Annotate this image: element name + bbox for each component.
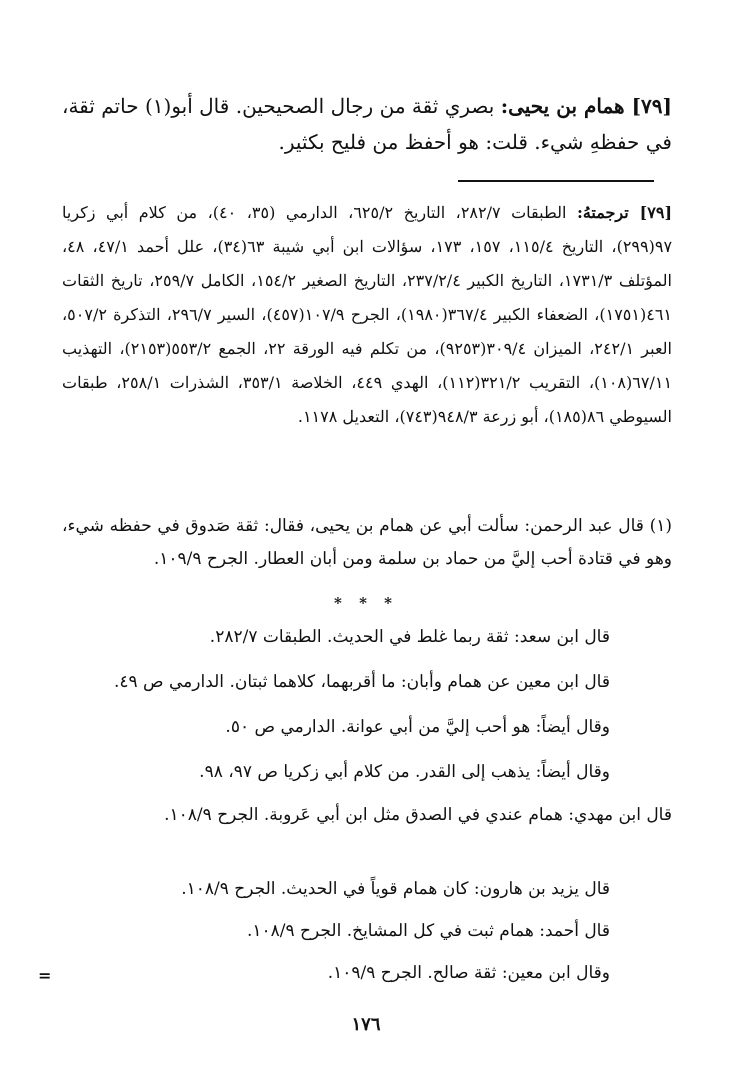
continuation-mark: = [38,966,52,985]
quote-ibn-maeen-2: وقال أيضاً: هو أحب إليَّ من أبي عوانة. الدارمي ص ٥٠. [225,717,610,737]
quote-ibn-maeen-4: وقال ابن معين: ثقة صالح. الجرح ١٠٩/٩. [327,963,610,983]
notes-divider [458,180,654,182]
quote-yazid: قال يزيد بن هارون: كان همام قوياً في الحديث. الجرح ١٠٨/٩. [181,879,610,899]
section-separator: * * * [334,594,398,612]
quote-ibn-maeen-1: قال ابن معين عن همام وأبان: ما أقربهما، كلاهما ثبتان. الدارمي ص ٤٩. [113,672,610,692]
biography-references [62,196,672,434]
quote-ibn-mahdi: قال ابن مهدي: همام عندي في الصدق مثل ابن أبي عَروبة. الجرح ١٠٨/٩. [164,805,672,825]
entry-text: بصري ثقة من رجال الصحيحين. قال أبو(١) حاتم ثقة، في حفظهِ شيء. قلت: هو أحفظ من فليح بكثير. [62,94,672,154]
quote-ibn-saad: قال ابن سعد: ثقة ربما غلط في الحديث. الطبقات ٢٨٢/٧. [209,627,610,647]
quote-ahmad: قال أحمد: همام ثبت في كل المشايخ. الجرح ١٠٨/٩. [246,921,610,941]
quote-ibn-maeen-3: وقال أيضاً: يذهب إلى القدر. من كلام أبي زكريا ص ٩٧، ٩٨. [199,762,610,782]
entry-heading: [٧٩] همام بن يحيى: [500,94,672,118]
narrator-entry [62,88,672,160]
references-text: الطبقات ٢٨٢/٧، التاريخ ٦٢٥/٢، الدارمي (٣٥، ٤٠)، من كلام أبي زكريا ٩٧(٢٩٩)، التاريخ ١١٥/٤، ١٥٧، ١٧٣، سؤالات ابن أبي شيبة ٦٣(٣٤)، علل أحمد ٤٧/١، ٤٨، المؤتلف ١٧٣١/٣، التاريخ الكبير ٢٣٧/٢/٤، التاريخ الصغير ١٥٤/٢، الكامل ٢٥٩/٧، تاريخ الثقات ٤٦١(١٧٥١)، الضعفاء الكبير ٣٦٧/٤(١٩٨٠)، الجرح ١٠٧/٩(٤٥٧)، السير ٢٩٦/٧، التذكرة ٥٠٧/٢، العبر ٢٤٢/١، الميزان ٣٠٩/٤(٩٢٥٣)، من تكلم فيه الورقة ٢٢، الجمع ٥٥٣/٢(٢١٥٣)، التهذيب ٦٧/١١(١٠٨)، التقريب ٣٢١/٢(١١٢)، الهدي ٤٤٩، الخلاصة ٣٥٣/١، الشذرات ٢٥٨/١، طبقات السيوطي ٨٦(١٨٥)، أبو زرعة ٩٤٨/٣(٧٤٣)، التعديل ١١٧٨. [62,203,673,426]
references-heading: [٧٩] ترجمتهُ: [576,203,673,222]
page-number: ١٧٦ [351,1014,381,1035]
footnote-1: (١) قال عبد الرحمن: سألت أبي عن همام بن يحيى، فقال: ثقة صَدوق في حفظه شيء، وهو في قتادة أحب إليَّ من حماد بن سلمة ومن أبان العطار. الجرح ١٠٩/٩. [62,516,672,569]
